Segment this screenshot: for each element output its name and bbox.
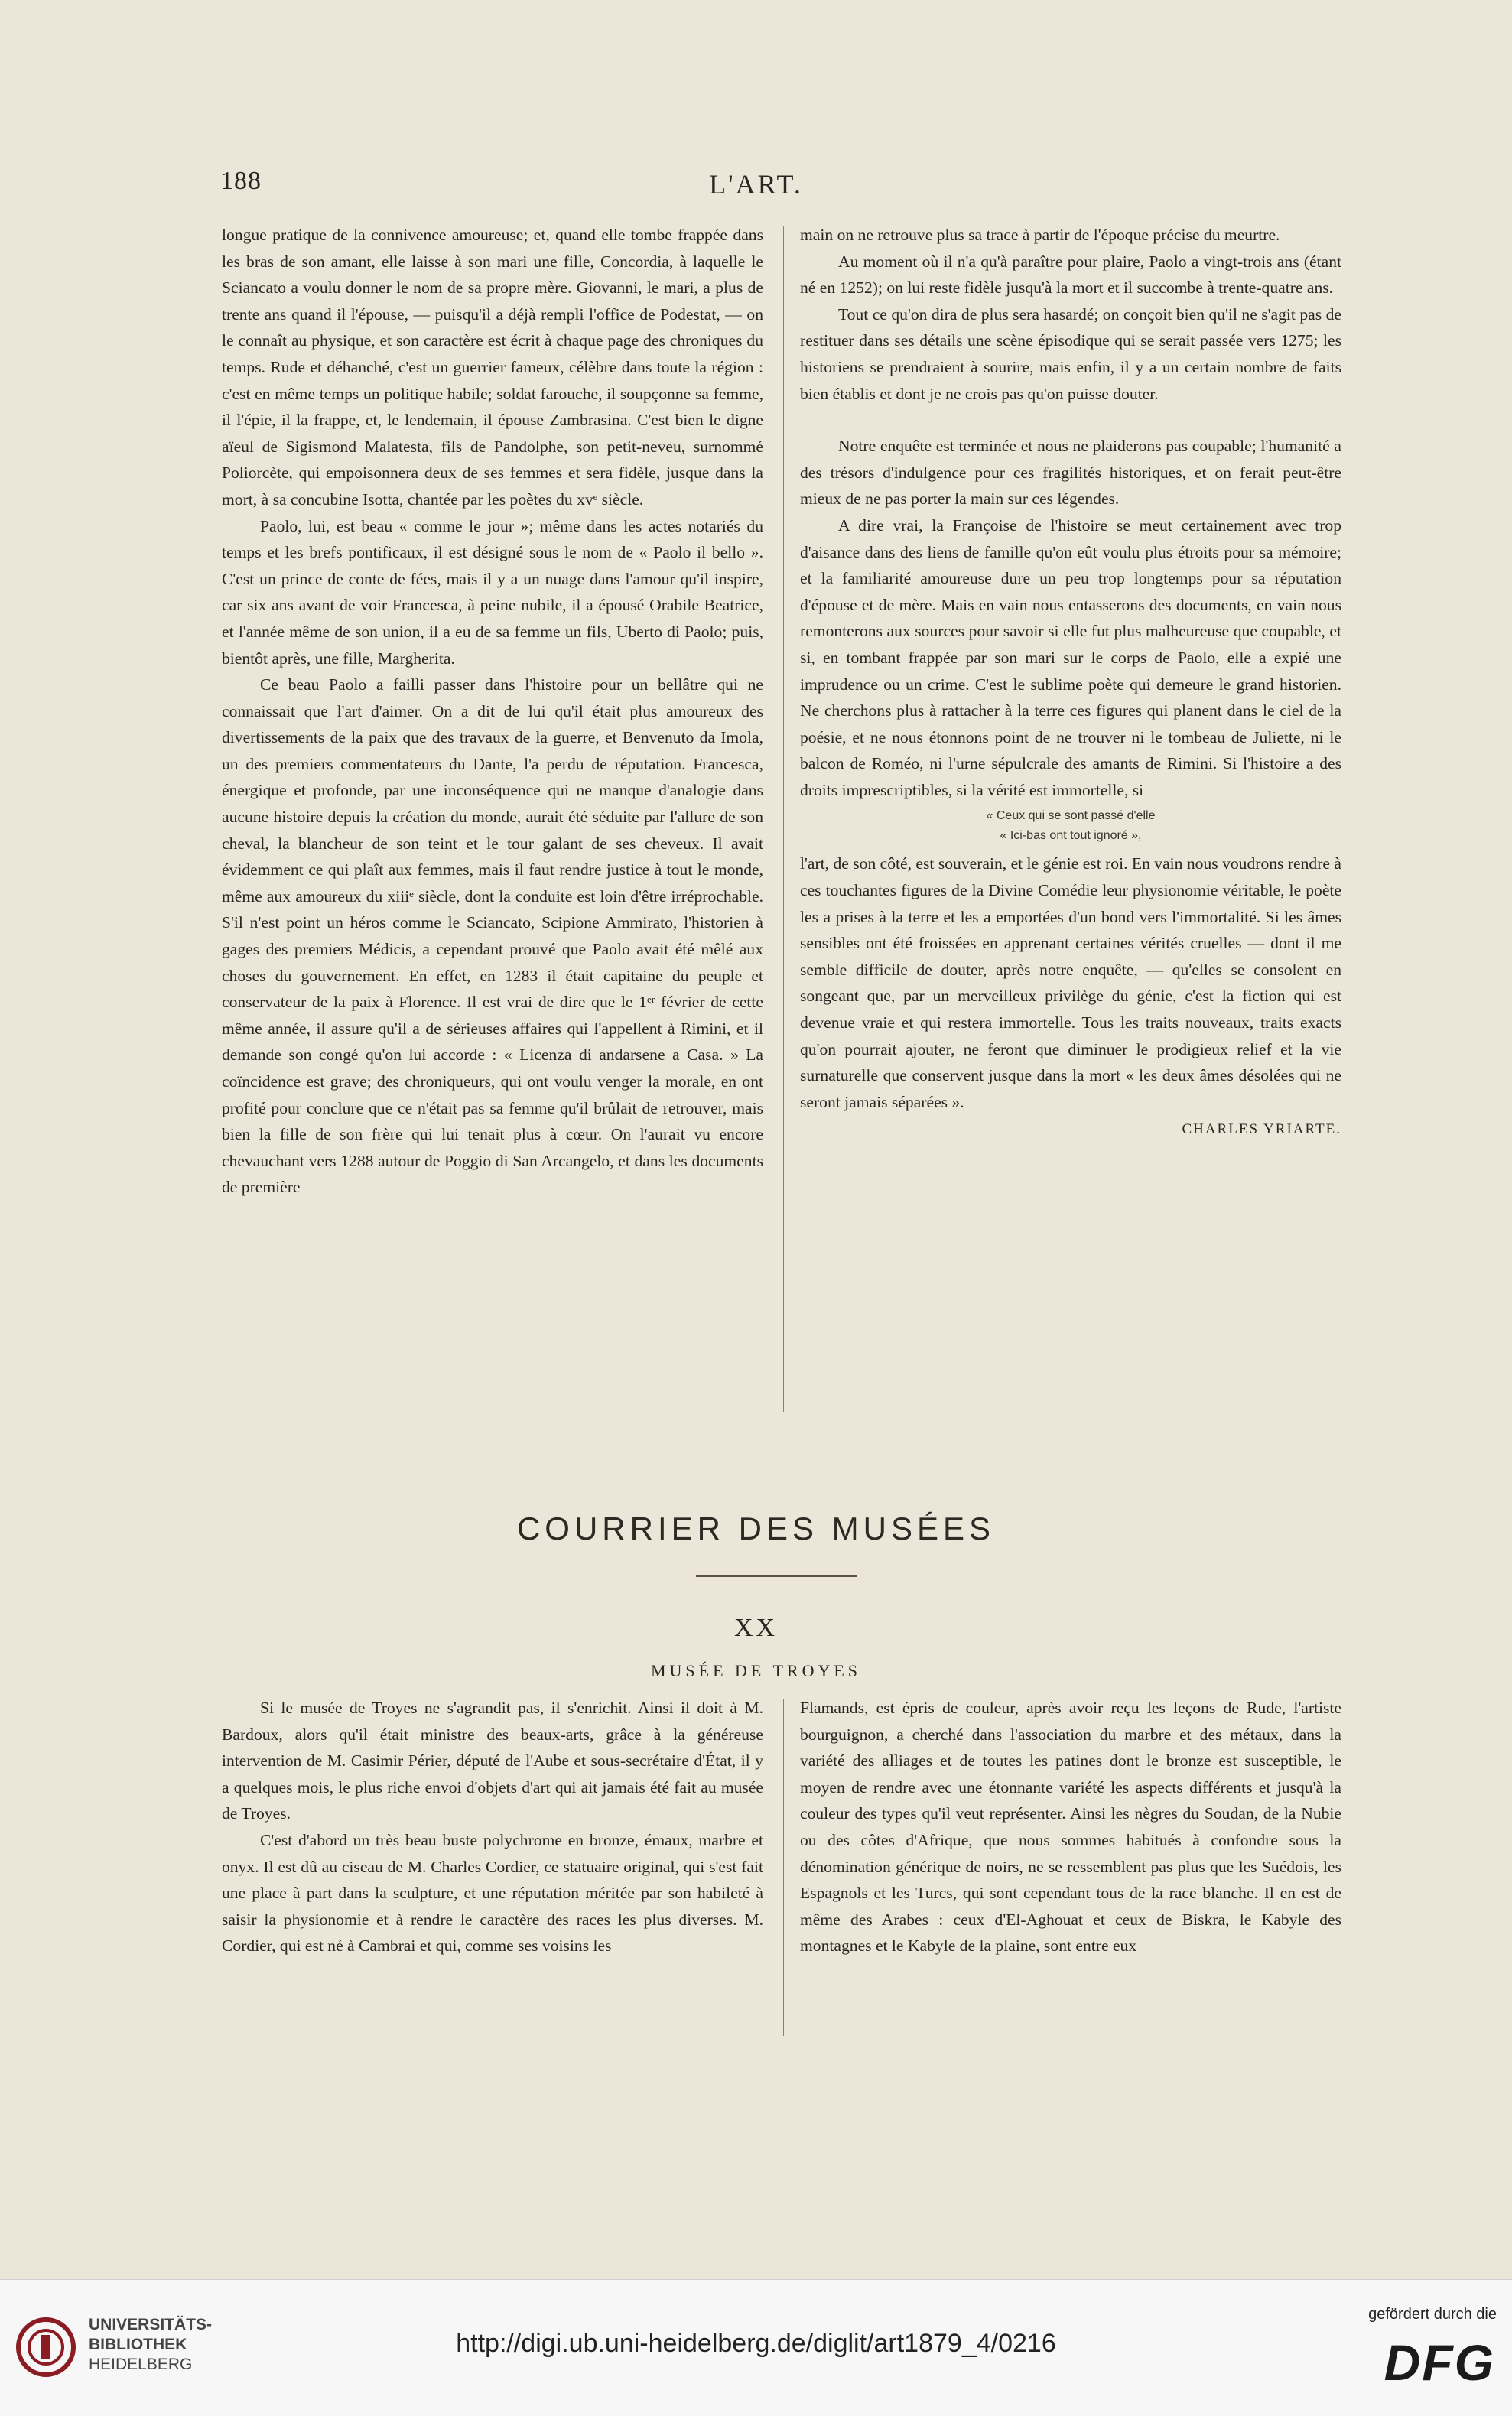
permalink-url[interactable]: http://digi.ub.uni-heidelberg.de/diglit/art1879_4/0216 — [456, 2329, 1056, 2358]
paragraph: A dire vrai, la Françoise de l'histoire se meut certainement avec trop d'aisance dans des liens de famille qu'on eût voulu plus étroits pour sa mémoire; et la familiarité amoureuse dure un peu trop longtemps pour sa réputation d'épouse et de mère. Mais en vain nous entasserons des documents, en vain nous remonterons aux sources pour savoir si elle fut plus malheureuse que coupable, et si, en tombant frappée par son mari sur le corps de Paolo, elle a expié une imprudence ou un crime. C'est le sublime poète qui demeure le grand historien. Ne cherchons plus à rattacher à la terre ces figures qui planent dans le ciel de la poésie, et ne nous étonnons point de ne trouver ni le tombeau de Juliette, ni le balcon de Roméo, ni l'urne sépulcrale des amants de Rimini. Si l'histoire a des droits imprescriptibles, si la vérité est immortelle, si — [800, 515, 1341, 799]
column-divider — [783, 226, 784, 1412]
paragraph: Paolo, lui, est beau « comme le jour »; même dans les actes notariés du temps et les brefs pontificaux, il est désigné sous le nom de « Paolo il bello ». C'est un prince de conte de fées, mais il y a un nuage dans l'amour qu'il inspire, car six ans avant de voir Francesca, à peine nubile, il a épousé Orabile Beatrice, et l'année même de son union, il a eu de sa femme un fils, Uberto di Paolo; puis, bientôt après, une fille, Margherita. — [222, 516, 763, 668]
paragraph: main on ne retrouve plus sa trace à partir de l'époque précise du meurtre. — [800, 226, 1280, 244]
dfg-logo: DFG — [1384, 2334, 1495, 2391]
paragraph: l'art, de son côté, est souverain, et le génie est roi. En vain nous voudrons rendre à ces touchantes figures de la Divine Comédie leur physionomie véritable, le poète les a prises à la terre et les a emportées d'un bond vers l'immortalité. Si les âmes sensibles ont été froissées en apprenant certaines vérités cruelles — dont il me semble difficile de douter, après notre enquête, — qu'elles se consolent en songeant que, par un merveilleux privilège du génie, c'est la fiction qui est devenue vraie et qui restera immortelle. Tous les traits nouveaux, traits exacts qu'on pourrait ajouter, ne feront que diminuer le prodigieux relief et la vie surnaturelle que conservent jusque dans la mort « les deux âmes désolées qui ne seront jamais séparées ». — [800, 854, 1341, 1111]
quote-line: « Ici-bas ont tout ignoré », — [1000, 829, 1142, 843]
university-line: HEIDELBERG — [89, 2356, 193, 2373]
paragraph: Tout ce qu'on dira de plus sera hasardé; on conçoit bien qu'il ne s'agit pas de restituer dans ses détails une scène épisodique qui se serait passée vers 1275; les historiens se prendraient à sourire, mais enfin, il y a un certain nombre de faits bien établis et dont je ne crois pas qu'on puisse douter. — [800, 304, 1341, 403]
university-line: BIBLIOTHEK — [89, 2336, 187, 2353]
paragraph: Notre enquête est terminée et nous ne plaiderons pas coupable; l'humanité a des trésors d'indulgence pour ces fragilités historiques, et on ferait peut-être mieux de ne pas porter la main sur ces légendes. — [800, 437, 1341, 509]
author-signature: CHARLES YRIARTE. — [1182, 1121, 1341, 1138]
paragraph: Si le musée de Troyes ne s'agrandit pas, il s'enrichit. Ainsi il doit à M. Bardoux, alors qu'il était ministre des beaux-arts, grâce à la généreuse intervention de M. Casimir Périer, député de l'Aube et sous-secrétaire d'État, il y a quelques mois, le plus riche envoi d'objets d'art qui ait jamais été fait au musée de Troyes. — [222, 1699, 763, 1823]
paragraph: C'est d'abord un très beau buste polychrome en bronze, émaux, marbre et onyx. Il est dû au ciseau de M. Charles Cordier, ce statuaire original, qui s'est fait une place à part dans la sculpture, et une réputation méritée par son habileté à saisir la physionomie et à rendre le caractère des races les plus diverses. M. Cordier, qui est né à Cambrai et qui, comme ses voisins les — [222, 1830, 763, 1956]
column-4 — [800, 1695, 1341, 1959]
column-2 — [800, 222, 1341, 1143]
viewer-footer — [0, 2279, 1512, 2416]
section-rule — [696, 1575, 857, 1577]
paragraph: longue pratique de la connivence amoureuse; et, quand elle tombe frappée dans les bras de son amant, elle laisse à son mari une fille, Concordia, à laquelle le Sciancato a voulu donner le nom de sa propre mère. Giovanni, le mari, a plus de trente ans quand il l'épouse, — puisqu'il a déjà rempli l'office de Podestat, — on le connaît au physique, et son caractère est écrit à chaque page des chroniques du temps. Rude et déhanché, c'est un guerrier fameux, célèbre dans toute la région : c'est en même temps un politique habile; soldat farouche, il soupçonne sa femme, il l'épie, il la frappe, et, le lendemain, il épouse Zambrasina. C'est bien le digne aïeul de Sigismond Malatesta, fils de Pandolphe, son petit-neveu, surnommé Poliorcète, qui empoisonnera deux de ses femmes et sera fidèle, jusque dans la mort, à sa concubine Isotta, chantée par les poètes du xvᵉ siècle. — [222, 226, 763, 509]
section-title: COURRIER DES MUSÉES — [516, 1510, 996, 1546]
funding-label: gefördert durch die — [1368, 2306, 1497, 2323]
column-divider — [783, 1699, 784, 2036]
column-3 — [222, 1695, 763, 1959]
verse-quote — [800, 806, 1341, 846]
section-number: XX — [733, 1614, 779, 1642]
paragraph: Ce beau Paolo a failli passer dans l'histoire pour un bellâtre qui ne connaissait que l'art d'aimer. On a dit de lui qu'il était plus amoureux des divertissements de la paix que des travaux de la guerre, et Benvenuto da Imola, un des premiers commentateurs du Dante, l'a perdu de réputation. Francesca, énergique et profonde, par une inconséquence qui ne manque d'analogie dans aucune histoire depuis la création du monde, aurait été séduite par l'allure de son cheval, la blancheur de son teint et le tour galant de ses cheveux. Il avait évidemment ce qui plaît aux femmes, mais il faut rendre justice à tout le monde, même aux amoureux du xiiiᵉ siècle, dont la conduite est loin d'être irréprochable. S'il n'est point un héros comme le Sciancato, Scipione Ammirato, l'historien à gages des premiers Médicis, a cependant prouvé que Paolo avait été mêlé aux choses du gouvernement. En effet, en 1283 il était capitaine du peuple et conservateur de la paix à Florence. Il est vrai de dire que le 1ᵉʳ février de cette même année, il assure qu'il a de sérieuses affaires qui l'appellent à Rimini, et il demande son congé qu'on lui accorde : « Licenza di andarsene a Casa. » La coïncidence est grave; des chroniqueurs, qui ont voulu venger la morale, en ont profité pour conclure que ce n'était pas sa femme qu'il brûlait de retrouver, mais bien la fille de son frère qui lui tenait plus à cœur. On l'aurait vu encore chevauchant vers 1288 autour de Poggio di San Arcangelo, et dans les documents de première — [222, 675, 763, 1197]
quote-line: « Ceux qui se sont passé d'elle — [986, 809, 1156, 823]
university-line: UNIVERSITÄTS- — [89, 2316, 213, 2333]
paragraph: Flamands, est épris de couleur, après avoir reçu les leçons de Rude, l'artiste bourguignon, a cherché dans l'association du marbre et des métaux, dans la variété des alliages et de toutes les patines dont le bronze est susceptible, le moyen de rendre avec une étonnante variété les aspects différents et jusqu'à la couleur des types qu'il veut représenter. Ainsi les nègres du Soudan, de la Nubie ou des côtes d'Afrique, que nous sommes habitués à confondre sous la dénomination générique de noirs, ne se ressemblent pas plus que les Suédois, les Espagnols et les Turcs, qui sont cependant tous de la race blanche. Il en est de même des Arabes : ceux d'El-Aghouat et ceux de Biskra, le Kabyle des montagnes et le Kabyle de la plaine, sont entre eux — [800, 1699, 1341, 1956]
column-1 — [222, 222, 763, 1201]
running-head: L'ART. — [709, 169, 803, 200]
section-subtitle: MUSÉE DE TROYES — [650, 1661, 862, 1680]
page-number: 188 — [220, 167, 262, 195]
paragraph: Au moment où il n'a qu'à paraître pour plaire, Paolo a vingt-trois ans (étant né en 1252); on lui reste fidèle jusqu'à la mort et il succombe à trente-quatre ans. — [800, 252, 1341, 298]
